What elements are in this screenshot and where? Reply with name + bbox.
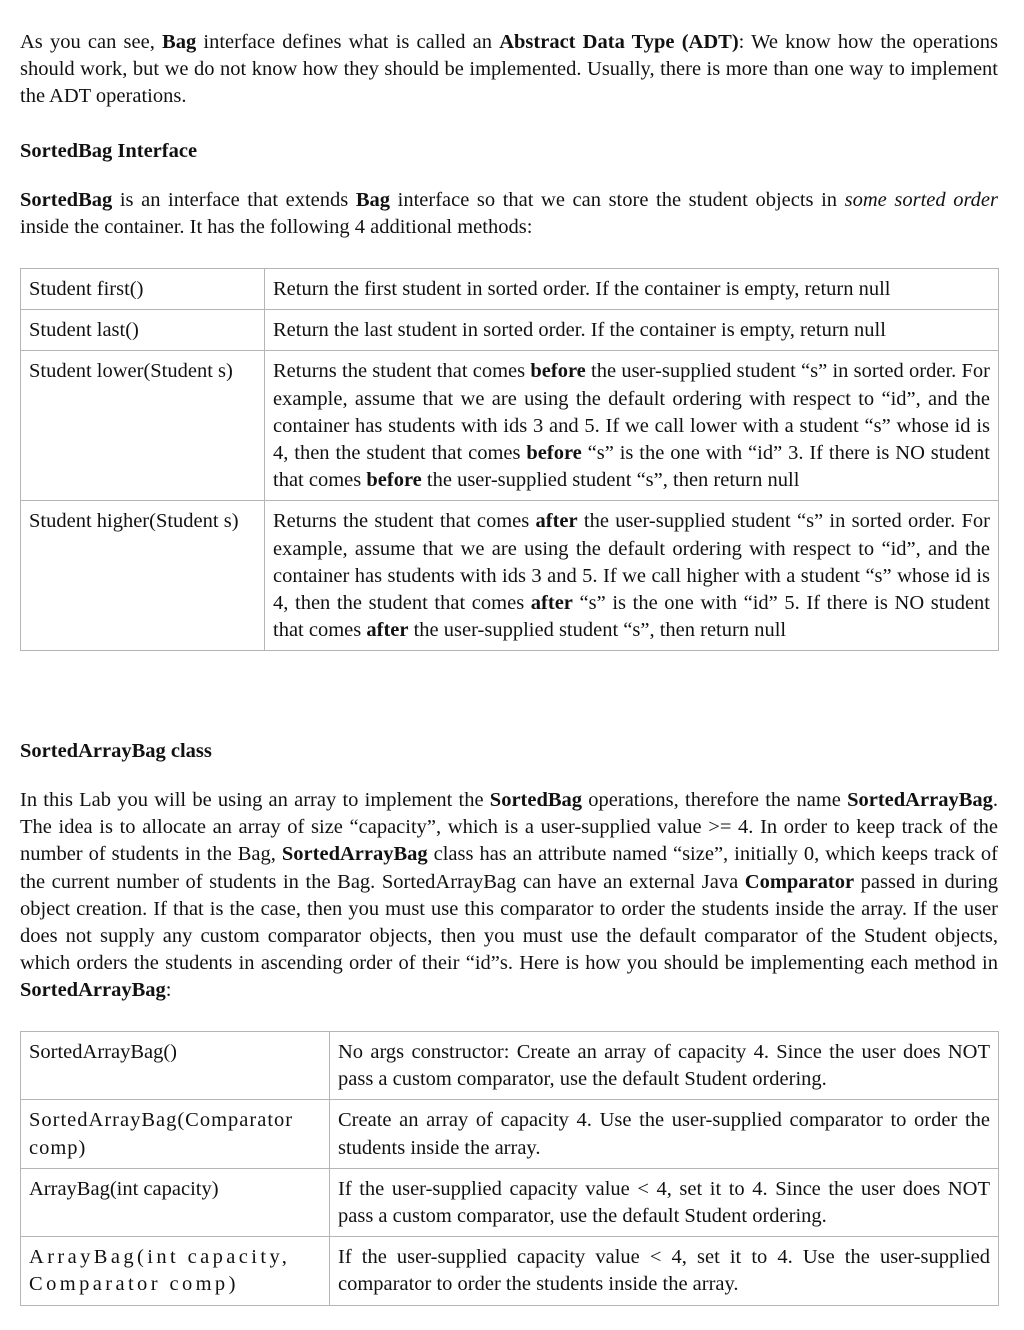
sortedarraybag-constructors-table: [20, 1031, 999, 1306]
sortedbag-methods-table: [20, 268, 999, 651]
table-row: [21, 310, 999, 351]
table-row: [21, 269, 999, 310]
constructor-description: If the user-supplied capacity value < 4, set it to 4. Use the user-supplied comparator to order the students inside the array.: [330, 1237, 999, 1305]
method-description: Returns the student that comes after the user-supplied student “s” in sorted order. For example, assume that we are using the default ordering with respect to “id”, and the container has students with ids 3 and 5. If we call higher with a student “s” whose id is 4, then the student that comes after “s” is the one with “id” 5. If there is NO student that comes after the user-supplied student “s”, then return null: [265, 501, 999, 651]
method-description: Return the first student in sorted order. If the container is empty, return null: [265, 269, 999, 310]
table-row: [21, 1168, 999, 1236]
sortedbag-description: SortedBag is an interface that extends Bag interface so that we can store the student objects in some sorted order inside the container. It has the following 4 additional methods:: [20, 189, 998, 239]
constructor-description: If the user-supplied capacity value < 4, set it to 4. Since the user does NOT pass a custom comparator, use the default Student ordering.: [330, 1168, 999, 1236]
sortedbag-interface-heading: SortedBag Interface: [20, 140, 198, 162]
method-signature: Student last(): [21, 310, 265, 351]
method-signature: Student lower(Student s): [21, 351, 265, 501]
table-row: [21, 501, 999, 651]
constructor-signature: ArrayBag(int capacity): [21, 1168, 330, 1236]
method-signature: Student higher(Student s): [21, 501, 265, 651]
sortedarraybag-class-heading: SortedArrayBag class: [20, 740, 212, 762]
table-row: [21, 1237, 999, 1305]
constructor-description: No args constructor: Create an array of capacity 4. Since the user does NOT pass a custom comparator, use the default Student ordering.: [330, 1032, 999, 1100]
method-description: Returns the student that comes before the user-supplied student “s” in sorted order. For example, assume that we are using the default ordering with respect to “id”, and the container has students with ids 3 and 5. If we call lower with a student “s” whose id is 4, then the student that comes before “s” is the one with “id” 3. If there is NO student that comes before the user-supplied student “s”, then return null: [265, 351, 999, 501]
table-row: [21, 1100, 999, 1168]
constructor-description: Create an array of capacity 4. Use the user-supplied comparator to order the students inside the array.: [330, 1100, 999, 1168]
table-row: [21, 1032, 999, 1100]
table-row: [21, 351, 999, 501]
method-description: Return the last student in sorted order. If the container is empty, return null: [265, 310, 999, 351]
sortedarraybag-description: In this Lab you will be using an array to implement the SortedBag operations, therefore the name SortedArrayBag. The idea is to allocate an array of size “capacity”, which is a user-supplied value >= 4. In order to keep track of the number of students in the Bag, SortedArrayBag class has an attribute named “size”, initially 0, which keeps track of the current number of students in the Bag. SortedArrayBag can have an external Java Comparator passed in during object creation. If that is the case, then you must use this comparator to order the students inside the array. If the user does not supply any custom comparator objects, then you must use the default comparator of the Student objects, which orders the students in ascending order of their “id”s. Here is how you should be implementing each method in SortedArrayBag:: [20, 789, 999, 1002]
constructor-signature: SortedArrayBag(Comparator comp): [21, 1100, 330, 1168]
intro-paragraph: As you can see, Bag interface defines what is called an Abstract Data Type (ADT): We know how the operations should work, but we do not know how they should be implemented. Usually, there is more than one way to implement the ADT operations.: [20, 31, 999, 108]
constructor-signature: ArrayBag(int capacity, Comparator comp): [21, 1237, 330, 1305]
constructor-signature: SortedArrayBag(): [21, 1032, 330, 1100]
method-signature: Student first(): [21, 269, 265, 310]
